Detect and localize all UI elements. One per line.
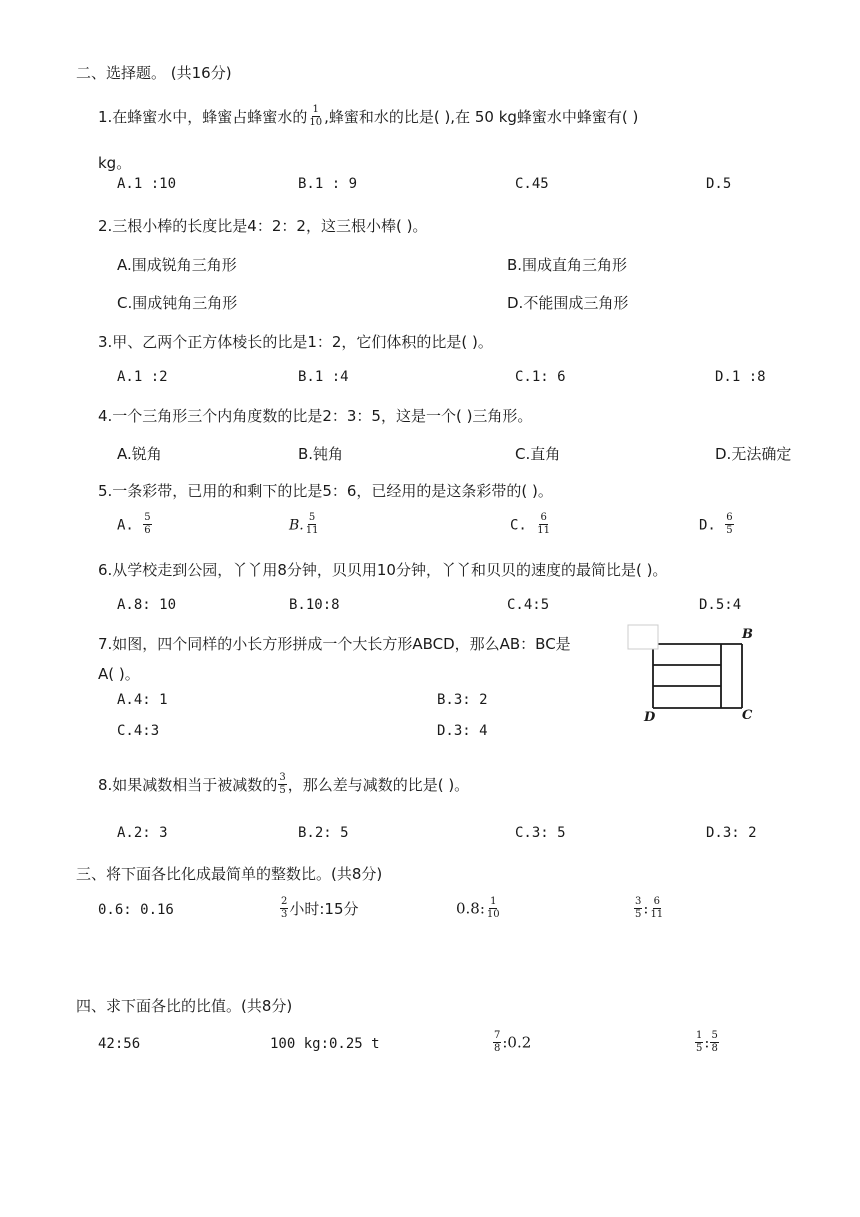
s3-item3-fraction xyxy=(486,897,501,920)
q7-option-d[interactable]: D.3: 4 xyxy=(437,723,488,739)
q8-stem-b: ，那么差与减数的比是( )。 xyxy=(287,776,470,794)
q1-option-a[interactable]: A.1 :10 xyxy=(117,176,177,192)
q4-option-d[interactable]: D.无法确定 xyxy=(715,445,792,463)
q6-option-c[interactable]: C.4:5 xyxy=(507,597,550,613)
q1-fraction xyxy=(308,105,323,128)
question-2-stem: 2.三根小棒的长度比是4：2：2，这三根小棒( )。 xyxy=(98,217,428,235)
question-4-stem: 4.一个三角形三个内角度数的比是2：3：5，这是一个( )三角形。 xyxy=(98,407,533,425)
s4-i3-den: 8 xyxy=(494,1043,501,1054)
s3-i2-rest: 小时:15分 xyxy=(289,900,359,918)
q5-c-num: 6 xyxy=(540,512,547,523)
q1-frac-denominator: 10 xyxy=(309,117,323,128)
s4-item-4 xyxy=(694,1032,720,1055)
section-2-title: 二、选择题。 (共16分) xyxy=(76,64,232,82)
question-5-stem: 5.一条彩带，已用的和剩下的比是5：6，已经用的是这条彩带的( )。 xyxy=(98,482,553,500)
s4-item-1: 42:56 xyxy=(98,1036,141,1052)
q2-option-c[interactable]: C.围成钝角三角形 xyxy=(117,294,238,312)
question-6-stem: 6.从学校走到公园，丫丫用8分钟，贝贝用10分钟，丫丫和贝贝的速度的最简比是( )。 xyxy=(98,561,668,579)
s4-i3-rest: :0.2 xyxy=(502,1033,532,1052)
q1-frac-numerator: 1 xyxy=(312,104,319,115)
s4-i4-colon: : xyxy=(704,1033,710,1052)
q1-stem-b: ,蜂蜜和水的比是( ),在 50 kg蜂蜜水中蜂蜜有( ) xyxy=(324,108,639,126)
s4-i4-num2: 5 xyxy=(711,1030,718,1041)
q5-b-num: 5 xyxy=(308,512,316,523)
s3-i4-num2: 6 xyxy=(653,896,660,907)
q7-rectangle-figure xyxy=(626,622,761,730)
q2-option-a[interactable]: A.围成锐角三角形 xyxy=(117,256,237,274)
q1-option-c[interactable]: C.45 xyxy=(515,176,549,192)
q5-d-den: 5 xyxy=(726,525,733,536)
question-3-stem: 3.甲、乙两个正方体棱长的比是1：2，它们体积的比是( )。 xyxy=(98,333,493,351)
q5-a-label: A. xyxy=(117,517,134,534)
s3-item-2 xyxy=(279,898,359,921)
question-1-stem xyxy=(98,106,638,129)
fig-corner-mask xyxy=(628,625,658,649)
q7-option-a[interactable]: A.4: 1 xyxy=(117,692,168,708)
s3-i3-num: 1 xyxy=(490,896,497,907)
s3-item-1: 0.6: 0.16 xyxy=(98,902,174,918)
q4-option-c[interactable]: C.直角 xyxy=(515,445,561,463)
question-7-stem-b: A( )。 xyxy=(98,665,140,683)
s3-i2-den: 3 xyxy=(281,909,288,920)
q6-option-b[interactable]: B.10:8 xyxy=(289,597,340,613)
s4-item4-fraction-1 xyxy=(695,1031,703,1054)
s4-i4-den1: 5 xyxy=(696,1043,703,1054)
q8-stem-a: 8.如果减数相当于被减数的 xyxy=(98,776,278,794)
question-7-stem-a: 7.如图，四个同样的小长方形拼成一个大长方形ABCD，那么AB：BC是 xyxy=(98,635,571,653)
section-4-title: 四、求下面各比的比值。(共8分) xyxy=(76,997,293,1015)
q5-b-label: B. xyxy=(289,517,304,534)
q3-option-b[interactable]: B.1 :4 xyxy=(298,369,349,385)
fig-label-d: D xyxy=(644,710,656,725)
q5-d-label: D. xyxy=(699,517,716,534)
q5-a-num: 5 xyxy=(144,512,151,523)
s3-i4-colon: : xyxy=(643,899,649,918)
q8-frac-numerator: 3 xyxy=(279,772,286,783)
s3-item2-fraction xyxy=(280,897,288,920)
q8-option-d[interactable]: D.3: 2 xyxy=(706,825,757,841)
fig-label-c: C xyxy=(742,708,753,723)
s4-i4-num1: 1 xyxy=(696,1030,703,1041)
s3-i2-num: 2 xyxy=(281,896,288,907)
q5-option-c[interactable] xyxy=(510,514,552,537)
s3-i4-num1: 3 xyxy=(635,896,642,907)
figure-lines xyxy=(653,644,742,708)
q5-option-b[interactable] xyxy=(289,514,320,537)
q6-option-a[interactable]: A.8: 10 xyxy=(117,597,177,613)
q5-d-fraction xyxy=(725,513,733,536)
s3-i3-den: 10 xyxy=(486,909,500,920)
s3-i4-den2: 11 xyxy=(650,909,664,920)
q5-a-fraction xyxy=(143,513,151,536)
s4-i3-num: 7 xyxy=(494,1030,501,1041)
q8-option-b[interactable]: B.2: 5 xyxy=(298,825,349,841)
s4-item-3 xyxy=(492,1032,531,1055)
s4-item3-fraction xyxy=(493,1031,501,1054)
s3-item4-fraction-1 xyxy=(634,897,642,920)
q3-option-d[interactable]: D.1 :8 xyxy=(715,369,766,385)
q5-b-fraction xyxy=(305,513,320,536)
s4-item-2: 100 kg:0.25 t xyxy=(270,1036,380,1052)
s3-item4-fraction-2 xyxy=(649,897,664,920)
fig-label-b: B xyxy=(742,627,753,642)
q5-option-a[interactable] xyxy=(117,514,153,537)
q7-option-b[interactable]: B.3: 2 xyxy=(437,692,488,708)
q8-option-a[interactable]: A.2: 3 xyxy=(117,825,168,841)
q4-option-a[interactable]: A.锐角 xyxy=(117,445,162,463)
q5-option-d[interactable] xyxy=(699,514,735,537)
q5-b-den: 11 xyxy=(305,525,319,536)
q5-d-num: 6 xyxy=(726,512,733,523)
q5-c-fraction xyxy=(536,513,551,536)
s3-item-3 xyxy=(456,898,502,921)
q6-option-d[interactable]: D.5:4 xyxy=(699,597,742,613)
q3-option-a[interactable]: A.1 :2 xyxy=(117,369,168,385)
q8-fraction xyxy=(278,773,286,796)
q1-stem-a: 1.在蜂蜜水中，蜂蜜占蜂蜜水的 xyxy=(98,108,308,126)
s3-i4-den1: 5 xyxy=(635,909,642,920)
q2-option-d[interactable]: D.不能围成三角形 xyxy=(507,294,629,312)
q2-option-b[interactable]: B.围成直角三角形 xyxy=(507,256,628,274)
s4-i4-den2: 8 xyxy=(711,1043,718,1054)
q3-option-c[interactable]: C.1: 6 xyxy=(515,369,566,385)
q8-option-c[interactable]: C.3: 5 xyxy=(515,825,566,841)
q7-option-c[interactable]: C.4:3 xyxy=(117,723,160,739)
section-3-title: 三、将下面各比化成最简单的整数比。(共8分) xyxy=(76,865,383,883)
q1-option-b[interactable]: B.1 : 9 xyxy=(298,176,358,192)
s3-i3-a: 0.8: xyxy=(456,899,485,918)
q5-c-label: C. xyxy=(510,517,527,534)
q5-a-den: 6 xyxy=(144,525,151,536)
q5-c-den: 11 xyxy=(537,525,551,536)
s4-item4-fraction-2 xyxy=(710,1031,718,1054)
question-8-stem xyxy=(98,774,469,797)
q1-option-d[interactable]: D.5 xyxy=(706,176,732,192)
q8-frac-denominator: 5 xyxy=(279,785,286,796)
q4-option-b[interactable]: B.钝角 xyxy=(298,445,344,463)
s3-item-4 xyxy=(633,898,665,921)
q1-stem-c: kg。 xyxy=(98,154,132,172)
